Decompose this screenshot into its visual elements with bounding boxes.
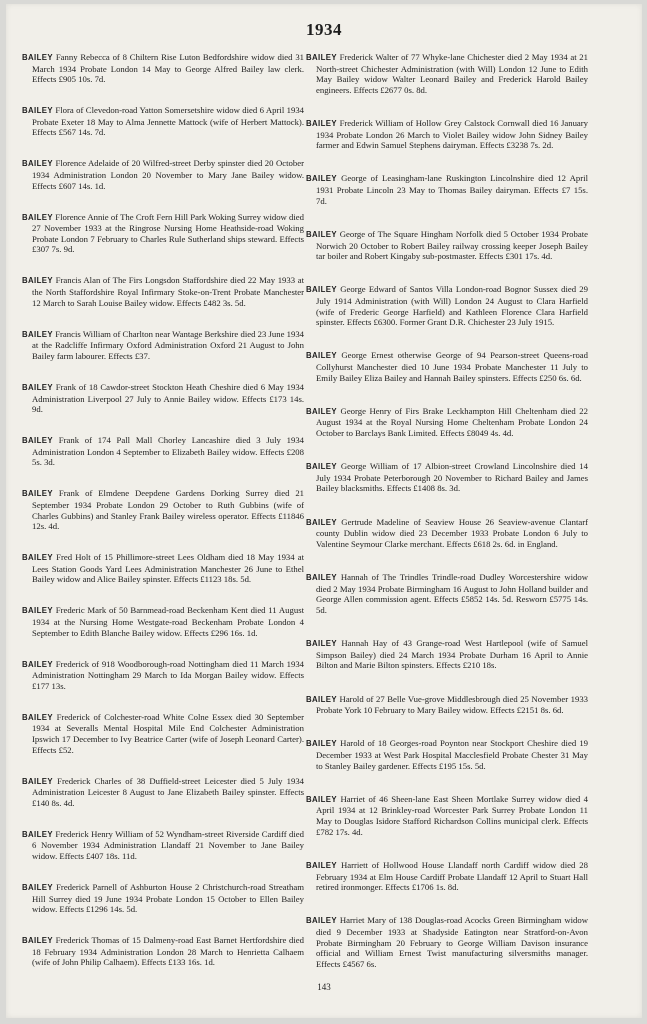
- entry-text: Fred Holt of 15 Phillimore-street Lees Oldham died 18 May 1934 at Lees Station Goods Yard Lees Administration Manchester 26 June to Ethel Bailey widow and Alice Bailey spinster. Effects £1123 18s. 5d.: [32, 552, 305, 585]
- entry-text: Frederic Mark of 50 Barnmead-road Beckenham Kent died 11 August 1934 at the Nursing Home Westgate-road Beckenham Probate London 4 September to Edith Blanche Bailey widow. Effects £296 16s. 1d.: [32, 605, 304, 638]
- probate-entry: [22, 829, 304, 862]
- entry-surname: BAILEY: [306, 351, 337, 361]
- entry-text: Frederick William of Hollow Grey Calstock Cornwall died 16 January 1934 Probate London 26 March to Violet Bailey widow John Sidney Bailey farmer and Edwin Samuel Stephens dairyman. Effects £3238 7s. 2d.: [316, 118, 589, 151]
- entry-text: Frederick Walter of 77 Whyke-lane Chichester died 2 May 1934 at 21 North-street Chichester Administration (with Will) London 12 June to Edith May Bailey widow Walter Leonard Bailey and Frederick Harold Bailey engineers. Effects £2677 0s. 8d.: [316, 52, 588, 95]
- probate-entry: [22, 158, 304, 191]
- page-number: 143: [317, 982, 331, 992]
- entry-surname: BAILEY: [306, 119, 337, 129]
- register-page: [6, 4, 642, 1018]
- entry-surname: BAILEY: [22, 489, 53, 499]
- probate-entry: [22, 212, 304, 255]
- entry-surname: BAILEY: [22, 212, 53, 222]
- probate-entry: [22, 52, 304, 85]
- entry-surname: BAILEY: [22, 883, 53, 893]
- entry-surname: BAILEY: [22, 712, 53, 722]
- entry-text: Francis Alan of The Firs Longsdon Staffordshire died 22 May 1933 at the North Staffordshire Royal Infirmary Stoke-on-Trent Probate Manchester 12 March to Sarah Louise Bailey widow. Effects £482 3s. 5d.: [32, 275, 305, 308]
- entry-surname: BAILEY: [306, 916, 337, 926]
- entry-surname: BAILEY: [306, 739, 337, 749]
- probate-entry: [306, 118, 588, 151]
- probate-entry: [306, 638, 588, 671]
- entry-surname: BAILEY: [22, 553, 53, 563]
- entry-text: Frank of 174 Pall Mall Chorley Lancashire died 3 July 1934 Administration London 4 September to Elizabeth Bailey widow. Effects £208 5s. 3d.: [32, 435, 305, 468]
- probate-entry: [22, 605, 304, 638]
- entry-text: George William of 17 Albion-street Crowland Lincolnshire died 14 July 1934 Probate Peterborough 20 November to Richard Bailey and James Bailey blacksmiths. Effects £1408 8s. 3d.: [316, 461, 588, 494]
- probate-entry: [22, 659, 304, 692]
- entry-surname: BAILEY: [306, 794, 337, 804]
- entry-text: Flora of Clevedon-road Yatton Somersetshire widow died 6 April 1934 Probate Exeter 18 May to Alma Jennette Mattock (wife of Herbert Mattock). Effects £567 14s. 7d.: [32, 105, 305, 138]
- entry-text: George of Leasingham-lane Ruskington Lincolnshire died 12 April 1931 Probate Lincoln 23 May to Thomas Bailey dairyman. Effects £7 15s. 7d.: [316, 173, 588, 206]
- probate-entry: [306, 794, 588, 837]
- probate-entry: [306, 229, 588, 262]
- probate-entry: [306, 284, 588, 327]
- entry-surname: BAILEY: [22, 936, 53, 946]
- entry-surname: BAILEY: [306, 229, 337, 239]
- probate-entry: [306, 738, 588, 771]
- entry-text: George Ernest otherwise George of 94 Pearson-street Queens-road Collyhurst Manchester died 10 June 1934 Probate Manchester 11 July to Emily Bailey Eliza Bailey and Hannah Bailey spinsters. Effects £250 6s. 6d.: [316, 350, 589, 383]
- probate-entry: [306, 350, 588, 383]
- entry-text: Harold of 18 Georges-road Poynton near Stockport Cheshire died 19 December 1933 at West Park Hospital Macclesfield Probate Chester 31 May to Stanley Bailey gardener. Effects £195 15s. 5d.: [316, 738, 589, 771]
- entry-text: George Henry of Firs Brake Leckhampton Hill Cheltenham died 22 August 1934 at the Royal Nursing Home Cheltenham Probate London 24 October to Barclays Bank Limited. Effects £8049 4s. 4d.: [316, 405, 588, 438]
- entry-text: Frederick Parnell of Ashburton House 2 Christchurch-road Streatham Hill Surrey died 19 June 1934 Probate London 15 October to Ellen Bailey widow. Effects £1296 14s. 5d.: [32, 882, 304, 915]
- entry-surname: BAILEY: [306, 53, 337, 62]
- entry-text: Frank of Elmdene Deepdene Gardens Dorking Surrey died 21 September 1934 Probate London 29 October to Ruth Gubbins (wife of Charles Gubbins) and Stanley Frank Bailey wireless operator. Effects £11846 12s. 4d.: [32, 488, 305, 532]
- entry-text: Frank of 18 Cawdor-street Stockton Heath Cheshire died 6 May 1934 Administration Liverpool 27 July to Annie Bailey widow. Effects £173 14s. 9d.: [32, 381, 305, 415]
- entry-surname: BAILEY: [22, 382, 53, 392]
- entry-surname: BAILEY: [22, 606, 53, 616]
- entry-text: Harriet of 46 Sheen-lane East Sheen Mortlake Surrey widow died 4 April 1934 at 12 Brinkley-road Worcester Park Surrey Probate London 11 May to Douglas Isidore Stafford Richardson Collins municipal clerk. Effects £782 17s. 4d.: [316, 793, 589, 837]
- entry-text: Frederick Thomas of 15 Dalmeny-road East Barnet Hertfordshire died 18 February 1934 Administration London 28 March to Henrietta Calhaem (wife of John Philip Calhaem). Effects £133 16s. 1d.: [32, 935, 304, 968]
- entry-surname: BAILEY: [22, 829, 53, 839]
- entry-text: George of The Square Hingham Norfolk died 5 October 1934 Probate Norwich 20 October to Robert Bailey railway crossing keeper Joseph Bailey tar boiler and Robert Kingaby sub-postmaster. Effects £301 17s. 4d.: [316, 228, 588, 262]
- entry-surname: BAILEY: [22, 329, 53, 339]
- entry-surname: BAILEY: [22, 776, 53, 786]
- probate-entry: [306, 173, 588, 206]
- entry-text: Francis William of Charlton near Wantage Berkshire died 23 June 1934 at the Radcliffe Infirmary Oxford Administration Oxford 21 August to John Bailey farm labourer. Effects £37.: [32, 328, 305, 361]
- entry-surname: BAILEY: [22, 106, 53, 116]
- entry-text: Harriet Mary of 138 Douglas-road Acocks Green Birmingham widow died 9 December 1933 at Shadyside Eatington near Stratford-on-Avon Probate Birmingham 20 February to George William Davison insurance official and William Ernest Twist manufacturing silversmiths manager. Effects £4567 6s.: [316, 915, 588, 969]
- probate-entry: [306, 406, 588, 439]
- entry-surname: BAILEY: [22, 53, 53, 62]
- entry-surname: BAILEY: [306, 285, 337, 295]
- right-column: [306, 52, 588, 969]
- probate-entry: [22, 552, 304, 585]
- probate-entry: [22, 776, 304, 809]
- entry-surname: BAILEY: [306, 406, 337, 416]
- probate-entry: [306, 860, 588, 893]
- entry-text: Gertrude Madeline of Seaview House 26 Seaview-avenue Clantarf county Dublin widow died 23 December 1933 Probate London 6 July to Valentine Seymour Clarke merchant. Effects £618 2s. 6d. in England.: [316, 516, 588, 549]
- page-year-heading: 1934: [306, 20, 342, 39]
- entry-text: Florence Annie of The Croft Fern Hill Park Woking Surrey widow died 27 November 1933 at the Ringrose Nursing Home Heathside-road Woking Probate London 7 February to Charles Rule Sutherland ships steward. Effects £307 7s. 9d.: [32, 211, 305, 255]
- entry-surname: BAILEY: [22, 276, 53, 286]
- probate-entry: [22, 488, 304, 531]
- entry-text: Florence Adelaide of 20 Wilfred-street Derby spinster died 20 October 1934 Administration London 20 November to Mary Jane Bailey widow. Effects £607 14s. 1d.: [32, 158, 304, 191]
- entry-surname: BAILEY: [306, 462, 337, 472]
- probate-entry: [22, 382, 304, 415]
- entry-text: Harold of 27 Belle Vue-grove Middlesbrough died 25 November 1933 Probate York 10 February to Mary Bailey widow. Effects £2151 8s. 6d.: [316, 693, 589, 716]
- entry-text: Frederick Henry William of 52 Wyndham-street Riverside Cardiff died 6 November 1934 Administration Llandaff 21 November to Jane Bailey widow. Effects £407 18s. 11d.: [32, 828, 305, 862]
- probate-entry: [22, 435, 304, 468]
- entry-text: Hannah of The Trindles Trindle-road Dudley Worcestershire widow died 2 May 1934 Probate Birmingham 16 August to John Holland builder and George Allen commission agent. Effects £5852 14s. 5d. Resworn £5775 14s. 5d.: [316, 572, 589, 615]
- entry-text: Harriett of Hollwood House Llandaff north Cardiff widow died 28 February 1934 at Elm House Cardiff Probate Llandaff 12 April to Stuart Hall retired ironmonger. Effects £1706 1s. 8d.: [316, 859, 588, 893]
- entry-text: Frederick of Colchester-road White Colne Essex died 30 September 1934 at Severalls Mental Hospital Mile End Colchester Administration Ipswich 17 December to Ivy Beatrice Carter (wife of Joseph Leonard Carter). Effects £52.: [32, 711, 305, 755]
- entry-surname: BAILEY: [306, 639, 337, 649]
- probate-entry: [22, 329, 304, 362]
- probate-entry: [22, 275, 304, 308]
- entry-surname: BAILEY: [306, 694, 337, 704]
- entry-surname: BAILEY: [22, 436, 53, 446]
- probate-entry: [306, 517, 588, 550]
- probate-entry: [306, 572, 588, 615]
- probate-entry: [306, 461, 588, 494]
- entry-surname: BAILEY: [306, 860, 337, 870]
- entry-text: Hannah Hay of 43 Grange-road West Hartlepool (wife of Samuel Simpson Bailey) died 24 March 1934 Probate Durham 16 April to Annie Bilton and Marie Bilton spinsters. Effects £210 18s.: [316, 638, 588, 671]
- entry-text: George Edward of Santos Villa London-road Bognor Sussex died 29 July 1914 Administration (with Will) London 24 August to Clara Harfield (wife of Frederic George Harfield) and Kathleen Florence Clara Harfield spinster. Effects £6300. Former Grant D.R. Chichester 23 July 1915.: [316, 284, 588, 328]
- entry-surname: BAILEY: [306, 174, 337, 184]
- left-column: [22, 52, 304, 968]
- entry-surname: BAILEY: [306, 517, 337, 527]
- probate-entry: [306, 915, 588, 969]
- probate-entry: [22, 712, 304, 755]
- probate-entry: [22, 935, 304, 968]
- probate-entry: [306, 694, 588, 716]
- probate-entry: [306, 52, 588, 95]
- probate-entry: [22, 105, 304, 138]
- entry-surname: BAILEY: [22, 159, 53, 169]
- entry-text: Frederick of 918 Woodborough-road Nottingham died 11 March 1934 Administration Nottingham 29 March to Ida Morgan Bailey widow. Effects £177 13s.: [32, 658, 305, 691]
- entry-text: Fanny Rebecca of 8 Chiltern Rise Luton Bedfordshire widow died 31 March 1934 Probate London 14 May to George Alfred Bailey law clerk. Effects £905 10s. 7d.: [32, 52, 305, 85]
- probate-entry: [22, 882, 304, 915]
- entry-text: Frederick Charles of 38 Duffield-street Leicester died 5 July 1934 Administration Leicester 8 August to Jane Elizabeth Bailey spinster. Effects £140 8s. 4d.: [32, 775, 305, 808]
- entry-surname: BAILEY: [306, 573, 337, 583]
- entry-surname: BAILEY: [22, 659, 53, 669]
